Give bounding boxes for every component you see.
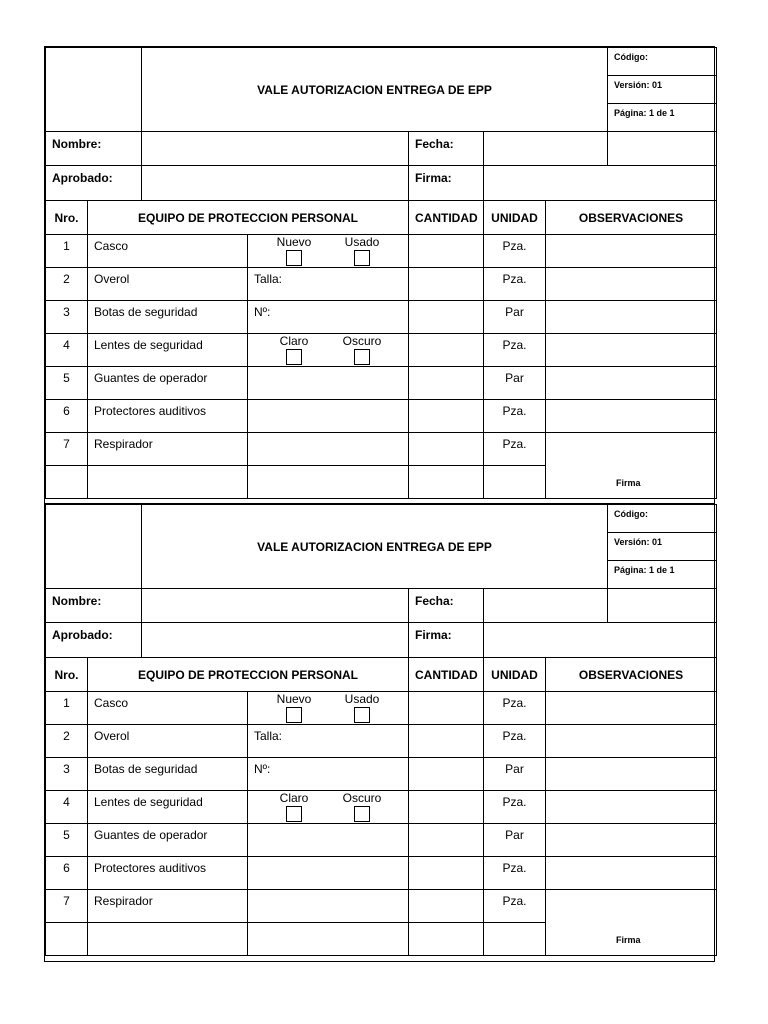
signature-box[interactable] bbox=[546, 433, 717, 499]
quantity-field[interactable] bbox=[409, 268, 484, 301]
col-quantity: CANTIDAD bbox=[409, 658, 484, 692]
table-row bbox=[46, 433, 717, 466]
table-row bbox=[46, 301, 717, 334]
quantity-field[interactable] bbox=[409, 400, 484, 433]
name-field[interactable] bbox=[142, 132, 409, 166]
option-1-label: Nuevo bbox=[276, 692, 312, 706]
empty-cell[interactable] bbox=[88, 923, 248, 956]
option-1[interactable] bbox=[266, 235, 322, 266]
table-row bbox=[46, 268, 717, 301]
item-number: 5 bbox=[46, 367, 88, 400]
option-2-label: Oscuro bbox=[342, 791, 382, 805]
date-label: Fecha: bbox=[409, 589, 484, 623]
item-number: 3 bbox=[46, 758, 88, 791]
condition-options bbox=[248, 692, 409, 725]
item-unit: Par bbox=[484, 824, 546, 857]
observations-field[interactable] bbox=[546, 824, 717, 857]
item-detail[interactable]: Nº: bbox=[248, 758, 409, 791]
quantity-field[interactable] bbox=[409, 367, 484, 400]
table-row bbox=[46, 725, 717, 758]
table-row bbox=[46, 692, 717, 725]
item-description: Guantes de operador bbox=[88, 367, 248, 400]
item-unit: Pza. bbox=[484, 433, 546, 466]
name-field[interactable] bbox=[142, 589, 409, 623]
item-description: Casco bbox=[88, 692, 248, 725]
observations-field[interactable] bbox=[546, 692, 717, 725]
item-detail bbox=[248, 824, 409, 857]
observations-field[interactable] bbox=[546, 758, 717, 791]
option-2-label: Oscuro bbox=[342, 334, 382, 348]
col-equipment: EQUIPO DE PROTECCION PERSONAL bbox=[88, 201, 409, 235]
option-2-label: Usado bbox=[344, 235, 380, 249]
date-field[interactable] bbox=[484, 589, 608, 623]
checkbox-icon[interactable] bbox=[354, 250, 370, 266]
date-extra-field[interactable] bbox=[608, 589, 717, 623]
item-number: 3 bbox=[46, 301, 88, 334]
signature-caption: Firma bbox=[616, 935, 641, 945]
item-number: 6 bbox=[46, 857, 88, 890]
observations-field[interactable] bbox=[546, 235, 717, 268]
empty-cell[interactable] bbox=[484, 923, 546, 956]
quantity-field[interactable] bbox=[409, 857, 484, 890]
code-label: Código: bbox=[608, 505, 717, 533]
quantity-field[interactable] bbox=[409, 890, 484, 923]
quantity-field[interactable] bbox=[409, 235, 484, 268]
option-1[interactable] bbox=[266, 791, 322, 822]
empty-cell[interactable] bbox=[484, 466, 546, 499]
table-row bbox=[46, 758, 717, 791]
item-description: Guantes de operador bbox=[88, 824, 248, 857]
quantity-field[interactable] bbox=[409, 301, 484, 334]
item-unit: Pza. bbox=[484, 268, 546, 301]
item-unit: Pza. bbox=[484, 692, 546, 725]
table-row bbox=[46, 890, 717, 923]
signature-caption: Firma bbox=[616, 478, 641, 488]
signature-box[interactable] bbox=[546, 890, 717, 956]
form-title: VALE AUTORIZACION ENTREGA DE EPP bbox=[142, 48, 608, 132]
checkbox-icon[interactable] bbox=[354, 349, 370, 365]
empty-cell[interactable] bbox=[248, 466, 409, 499]
signature-field[interactable] bbox=[484, 166, 717, 201]
item-detail bbox=[248, 400, 409, 433]
col-unit: UNIDAD bbox=[484, 658, 546, 692]
item-description: Respirador bbox=[88, 433, 248, 466]
col-unit: UNIDAD bbox=[484, 201, 546, 235]
item-description: Overol bbox=[88, 725, 248, 758]
item-description: Botas de seguridad bbox=[88, 301, 248, 334]
table-row bbox=[46, 334, 717, 367]
item-number: 2 bbox=[46, 268, 88, 301]
item-number: 5 bbox=[46, 824, 88, 857]
empty-cell[interactable] bbox=[409, 923, 484, 956]
item-unit: Pza. bbox=[484, 400, 546, 433]
approved-label: Aprobado: bbox=[46, 623, 142, 658]
col-quantity: CANTIDAD bbox=[409, 201, 484, 235]
option-2[interactable] bbox=[334, 235, 390, 266]
form-title: VALE AUTORIZACION ENTREGA DE EPP bbox=[142, 505, 608, 589]
option-2[interactable] bbox=[334, 692, 390, 723]
col-observations: OBSERVACIONES bbox=[546, 201, 717, 235]
form-table bbox=[45, 504, 717, 956]
option-1[interactable] bbox=[266, 334, 322, 365]
item-detail[interactable]: Talla: bbox=[248, 725, 409, 758]
empty-cell[interactable] bbox=[46, 466, 88, 499]
table-row bbox=[46, 367, 717, 400]
col-observations: OBSERVACIONES bbox=[546, 658, 717, 692]
item-unit: Pza. bbox=[484, 725, 546, 758]
quantity-field[interactable] bbox=[409, 758, 484, 791]
name-label: Nombre: bbox=[46, 132, 142, 166]
item-unit: Pza. bbox=[484, 334, 546, 367]
quantity-field[interactable] bbox=[409, 334, 484, 367]
item-detail bbox=[248, 890, 409, 923]
option-2-label: Usado bbox=[344, 692, 380, 706]
item-unit: Pza. bbox=[484, 857, 546, 890]
table-row bbox=[46, 791, 717, 824]
table-row bbox=[46, 235, 717, 268]
option-1-label: Claro bbox=[279, 791, 309, 805]
date-label: Fecha: bbox=[409, 132, 484, 166]
item-detail[interactable]: Nº: bbox=[248, 301, 409, 334]
quantity-field[interactable] bbox=[409, 725, 484, 758]
quantity-field[interactable] bbox=[409, 433, 484, 466]
item-description: Casco bbox=[88, 235, 248, 268]
col-equipment: EQUIPO DE PROTECCION PERSONAL bbox=[88, 658, 409, 692]
item-number: 6 bbox=[46, 400, 88, 433]
option-1-label: Nuevo bbox=[276, 235, 312, 249]
item-description: Respirador bbox=[88, 890, 248, 923]
version-label: Versión: 01 bbox=[608, 76, 717, 104]
condition-options bbox=[248, 334, 409, 367]
empty-cell[interactable] bbox=[248, 923, 409, 956]
item-description: Overol bbox=[88, 268, 248, 301]
signature-label: Firma: bbox=[409, 166, 484, 201]
condition-options bbox=[248, 235, 409, 268]
item-number: 1 bbox=[46, 692, 88, 725]
approved-field[interactable] bbox=[142, 166, 409, 201]
approved-field[interactable] bbox=[142, 623, 409, 658]
checkbox-icon[interactable] bbox=[286, 349, 302, 365]
page-label: Página: 1 de 1 bbox=[608, 104, 717, 132]
observations-field[interactable] bbox=[546, 400, 717, 433]
option-1[interactable] bbox=[266, 692, 322, 723]
item-unit: Pza. bbox=[484, 235, 546, 268]
item-unit: Par bbox=[484, 758, 546, 791]
table-row bbox=[46, 824, 717, 857]
checkbox-icon[interactable] bbox=[286, 707, 302, 723]
observations-field[interactable] bbox=[546, 857, 717, 890]
table-row bbox=[46, 400, 717, 433]
checkbox-icon[interactable] bbox=[286, 250, 302, 266]
code-label: Código: bbox=[608, 48, 717, 76]
col-nro: Nro. bbox=[46, 201, 88, 235]
option-2[interactable] bbox=[334, 791, 390, 822]
quantity-field[interactable] bbox=[409, 824, 484, 857]
epp-voucher-form bbox=[44, 46, 715, 504]
observations-field[interactable] bbox=[546, 334, 717, 367]
item-description: Lentes de seguridad bbox=[88, 334, 248, 367]
approved-label: Aprobado: bbox=[46, 166, 142, 201]
option-1-label: Claro bbox=[279, 334, 309, 348]
quantity-field[interactable] bbox=[409, 692, 484, 725]
item-detail bbox=[248, 857, 409, 890]
observations-field[interactable] bbox=[546, 725, 717, 758]
item-number: 4 bbox=[46, 334, 88, 367]
observations-field[interactable] bbox=[546, 268, 717, 301]
observations-field[interactable] bbox=[546, 367, 717, 400]
date-field[interactable] bbox=[484, 132, 608, 166]
condition-options bbox=[248, 791, 409, 824]
item-number: 4 bbox=[46, 791, 88, 824]
logo-area bbox=[46, 48, 142, 132]
item-number: 1 bbox=[46, 235, 88, 268]
page-label: Página: 1 de 1 bbox=[608, 561, 717, 589]
item-detail bbox=[248, 367, 409, 400]
item-description: Lentes de seguridad bbox=[88, 791, 248, 824]
table-row bbox=[46, 857, 717, 890]
option-2[interactable] bbox=[334, 334, 390, 365]
item-unit: Pza. bbox=[484, 791, 546, 824]
item-number: 2 bbox=[46, 725, 88, 758]
date-extra-field[interactable] bbox=[608, 132, 717, 166]
version-label: Versión: 01 bbox=[608, 533, 717, 561]
epp-voucher-form bbox=[44, 504, 715, 962]
empty-cell[interactable] bbox=[409, 466, 484, 499]
empty-cell[interactable] bbox=[88, 466, 248, 499]
item-description: Botas de seguridad bbox=[88, 758, 248, 791]
signature-field[interactable] bbox=[484, 623, 717, 658]
col-nro: Nro. bbox=[46, 658, 88, 692]
observations-field[interactable] bbox=[546, 791, 717, 824]
observations-field[interactable] bbox=[546, 301, 717, 334]
name-label: Nombre: bbox=[46, 589, 142, 623]
checkbox-icon[interactable] bbox=[286, 806, 302, 822]
empty-cell[interactable] bbox=[46, 923, 88, 956]
item-unit: Par bbox=[484, 367, 546, 400]
checkbox-icon[interactable] bbox=[354, 707, 370, 723]
item-number: 7 bbox=[46, 433, 88, 466]
item-detail[interactable]: Talla: bbox=[248, 268, 409, 301]
item-unit: Par bbox=[484, 301, 546, 334]
item-detail bbox=[248, 433, 409, 466]
item-description: Protectores auditivos bbox=[88, 857, 248, 890]
quantity-field[interactable] bbox=[409, 791, 484, 824]
form-table bbox=[45, 47, 717, 499]
item-number: 7 bbox=[46, 890, 88, 923]
signature-label: Firma: bbox=[409, 623, 484, 658]
item-description: Protectores auditivos bbox=[88, 400, 248, 433]
logo-area bbox=[46, 505, 142, 589]
checkbox-icon[interactable] bbox=[354, 806, 370, 822]
item-unit: Pza. bbox=[484, 890, 546, 923]
